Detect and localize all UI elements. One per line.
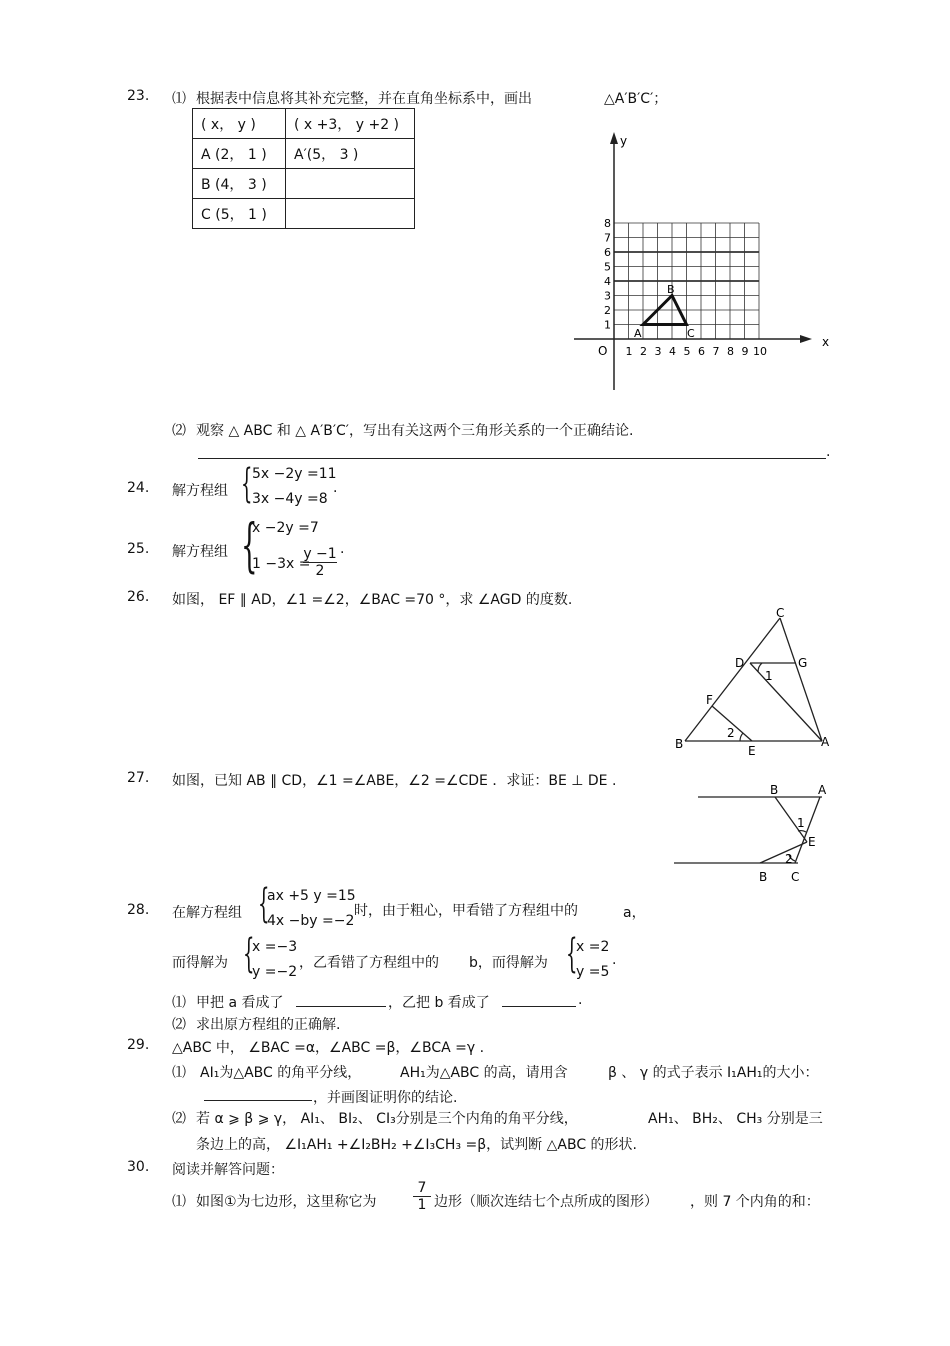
q30-frac-num: 7 [417, 1180, 427, 1196]
y-axis-label: y [620, 134, 628, 148]
origin-label: O [598, 344, 608, 358]
q30-p1-c: ，则 7 个内角的和： [690, 1194, 820, 1210]
q28-p2: 求出原方程组的正确解. [196, 1017, 341, 1033]
x-axis-arrow [800, 335, 812, 343]
q29-p2-b: AH₁、 BH₂、 CH₃ 分别是三 [648, 1111, 823, 1127]
q23-part2-label: ⑵ [172, 423, 186, 439]
q25-eq1: x −2y =7 [252, 520, 319, 536]
q28-text-f: b，而得解为 [469, 955, 548, 971]
table-cell: A′(5， 3 ) [286, 139, 415, 169]
label-a: A [821, 735, 830, 749]
q24-end: . [333, 480, 338, 496]
table-row [193, 109, 415, 139]
label-e: E [808, 835, 816, 849]
label-g: G [798, 656, 808, 670]
q27-figure [670, 780, 840, 886]
q29-p1-c: β 、 γ 的式子表示 I₁AH₁的大小： [608, 1065, 819, 1081]
point-c-label: C [687, 327, 695, 340]
table-row [193, 199, 415, 229]
table-row [193, 139, 415, 169]
q30-number: 30. [127, 1159, 150, 1175]
x-tick-label: 9 [741, 345, 749, 358]
q25-fraction [303, 546, 337, 579]
q29-p2-label: ⑵ [172, 1111, 186, 1127]
q28-eq2: 4x −by =−2 [267, 913, 355, 929]
q30-fraction [413, 1180, 431, 1213]
x-tick-label: 7 [712, 345, 720, 358]
y-tick-label: 5 [604, 260, 611, 274]
q28-sol1-y: y =−2 [252, 964, 298, 980]
q29-p2-a: 若 α ⩾ β ⩾ γ， AI₁、 BI₂、 CI₃分别是三个内角的角平分线， [196, 1111, 578, 1127]
x-tick-label: 1 [625, 345, 633, 358]
q28-p2-label: ⑵ [172, 1017, 186, 1033]
x-tick-label: 5 [683, 345, 691, 358]
q28-sol2-y: y =5 [576, 964, 610, 980]
blank-b[interactable] [502, 1006, 576, 1007]
x-tick-label: 2 [640, 345, 647, 358]
q24-text: 解方程组 [172, 483, 228, 499]
label-d: D [735, 656, 745, 670]
q28-text-d: 而得解为 [172, 955, 228, 971]
q29-number: 29. [127, 1037, 150, 1053]
q29-p1-b: AH₁为△ABC 的高，请用含 [400, 1065, 568, 1081]
q25-brace: { [241, 511, 258, 579]
q28-sol1-x: x =−3 [252, 939, 298, 955]
q25-eq2-left: 1 −3x = [252, 556, 311, 572]
q23-part2-text: 观察 △ ABC 和 △ A′B′C′，写出有关这两个三角形关系的一个正确结论. [196, 423, 634, 439]
q28-text-b: 时，由于粗心，甲看错了方程组中的 [354, 903, 578, 919]
y-tick-label: 6 [604, 246, 611, 259]
q26-figure [670, 602, 840, 760]
point-a-label: A [634, 327, 642, 340]
q29-p1-a: AI₁为△ABC 的角平分线， [200, 1065, 362, 1081]
q28-brace-1: { [258, 881, 270, 927]
table-cell: C (5， 1 ) [193, 199, 286, 229]
q28-brace-2: { [243, 931, 255, 977]
q27-text: 如图，已知 AB ∥ CD，∠1 =∠ABE，∠2 =∠CDE ．求证：BE ⊥ DE . [172, 773, 617, 789]
x-tick-label: 8 [727, 345, 734, 358]
q29-p1-label: ⑴ [172, 1065, 186, 1081]
table-cell: A (2， 1 ) [193, 139, 286, 169]
table-cell [286, 169, 415, 199]
label-c: C [791, 870, 800, 884]
q28-number: 28. [127, 902, 150, 918]
q30-p1-label: ⑴ [172, 1194, 186, 1210]
q28-text-c: a， [623, 905, 646, 921]
q29-p2-c: 条边上的高， ∠I₁AH₁ +∠I₂BH₂ +∠I₃CH₃ =β，试判断 △ABC 的形状. [196, 1137, 638, 1153]
q26-number: 26. [127, 589, 150, 605]
y-tick-label: 3 [604, 289, 611, 303]
table-cell: B (4， 3 ) [193, 169, 286, 199]
q28-end: . [612, 952, 617, 968]
y-tick-label: 1 [604, 318, 611, 332]
label-b-bottom: B [759, 870, 768, 884]
q30-text: 阅读并解答问题： [172, 1162, 284, 1178]
q24-eq1: 5x −2y =11 [252, 466, 337, 482]
q29-p1-d: ，并画图证明你的结论. [313, 1090, 458, 1106]
label-a: A [818, 783, 827, 797]
q30-frac-den: 1 [413, 1196, 431, 1213]
q29-text: △ABC 中， ∠BAC =α，∠ABC =β，∠BCA =γ . [172, 1040, 485, 1056]
label-2: 2 [727, 726, 735, 740]
q28-text-a: 在解方程组 [172, 905, 242, 921]
blank-a[interactable] [296, 1006, 386, 1007]
y-tick-label: 7 [604, 231, 611, 245]
label-1: 1 [765, 669, 773, 683]
q23-number: 23. [127, 88, 150, 104]
table-header-cell: ( x +3， y +2 ) [286, 109, 415, 139]
q28-p1-label: ⑴ [172, 995, 186, 1011]
label-1: 1 [797, 816, 805, 830]
table-row [193, 169, 415, 199]
q28-eq1: ax +5 y =15 [267, 888, 356, 904]
coordinate-grid [570, 128, 840, 393]
y-tick-label: 4 [604, 275, 611, 288]
q25-numerator: y −1 [303, 546, 337, 562]
answer-line [198, 458, 826, 459]
table-cell [286, 199, 415, 229]
label-c: C [776, 606, 785, 620]
q28-sol2-x: x =2 [576, 939, 610, 955]
y-tick-label: 2 [604, 304, 611, 317]
label-b: B [675, 737, 684, 751]
label-e: E [748, 744, 756, 758]
q28-brace-3: { [566, 931, 578, 977]
q28-p1-end: . [578, 992, 583, 1008]
label-b-top: B [770, 783, 779, 797]
q23-part1-text: 根据表中信息将其补充完整，并在直角坐标系中，画出 [196, 91, 532, 107]
point-b-label: B [667, 283, 675, 296]
label-f: F [706, 693, 713, 707]
q23-part1-label: ⑴ [172, 91, 186, 107]
q28-p1-a: 甲把 a 看成了 [196, 995, 284, 1011]
q26-text: 如图， EF ∥ AD，∠1 =∠2，∠BAC =70 °，求 ∠AGD 的度数. [172, 592, 573, 608]
q28-p1-b: ，乙把 b 看成了 [388, 995, 490, 1011]
x-axis-label: x [822, 335, 830, 349]
q25-number: 25. [127, 541, 150, 557]
y-axis-arrow [610, 132, 618, 144]
label-2: 2 [785, 852, 793, 866]
y-tick-label: 8 [604, 217, 611, 230]
q25-denominator: 2 [303, 562, 337, 579]
table-header-cell: ( x， y ) [193, 109, 286, 139]
q24-eq2: 3x −4y =8 [252, 491, 328, 507]
x-tick-label: 4 [669, 345, 676, 358]
x-tick-label: 3 [654, 345, 662, 358]
q25-text: 解方程组 [172, 544, 228, 560]
q23-table [192, 108, 415, 229]
blank-angle[interactable] [204, 1100, 312, 1101]
q25-end: . [340, 541, 345, 557]
x-tick-label: 10 [753, 345, 767, 358]
q28-text-e: ，乙看错了方程组中的 [299, 955, 439, 971]
q24-brace: { [241, 461, 253, 507]
x-tick-label: 6 [698, 345, 705, 358]
q23-part1-tail: △A′B′C′； [604, 91, 668, 107]
q30-p1-a: 如图①为七边形，这里称它为 [196, 1194, 377, 1210]
q24-number: 24. [127, 480, 150, 496]
q27-number: 27. [127, 770, 150, 786]
q30-p1-b: 边形（顺次连结七个点所成的图形） [434, 1194, 658, 1210]
